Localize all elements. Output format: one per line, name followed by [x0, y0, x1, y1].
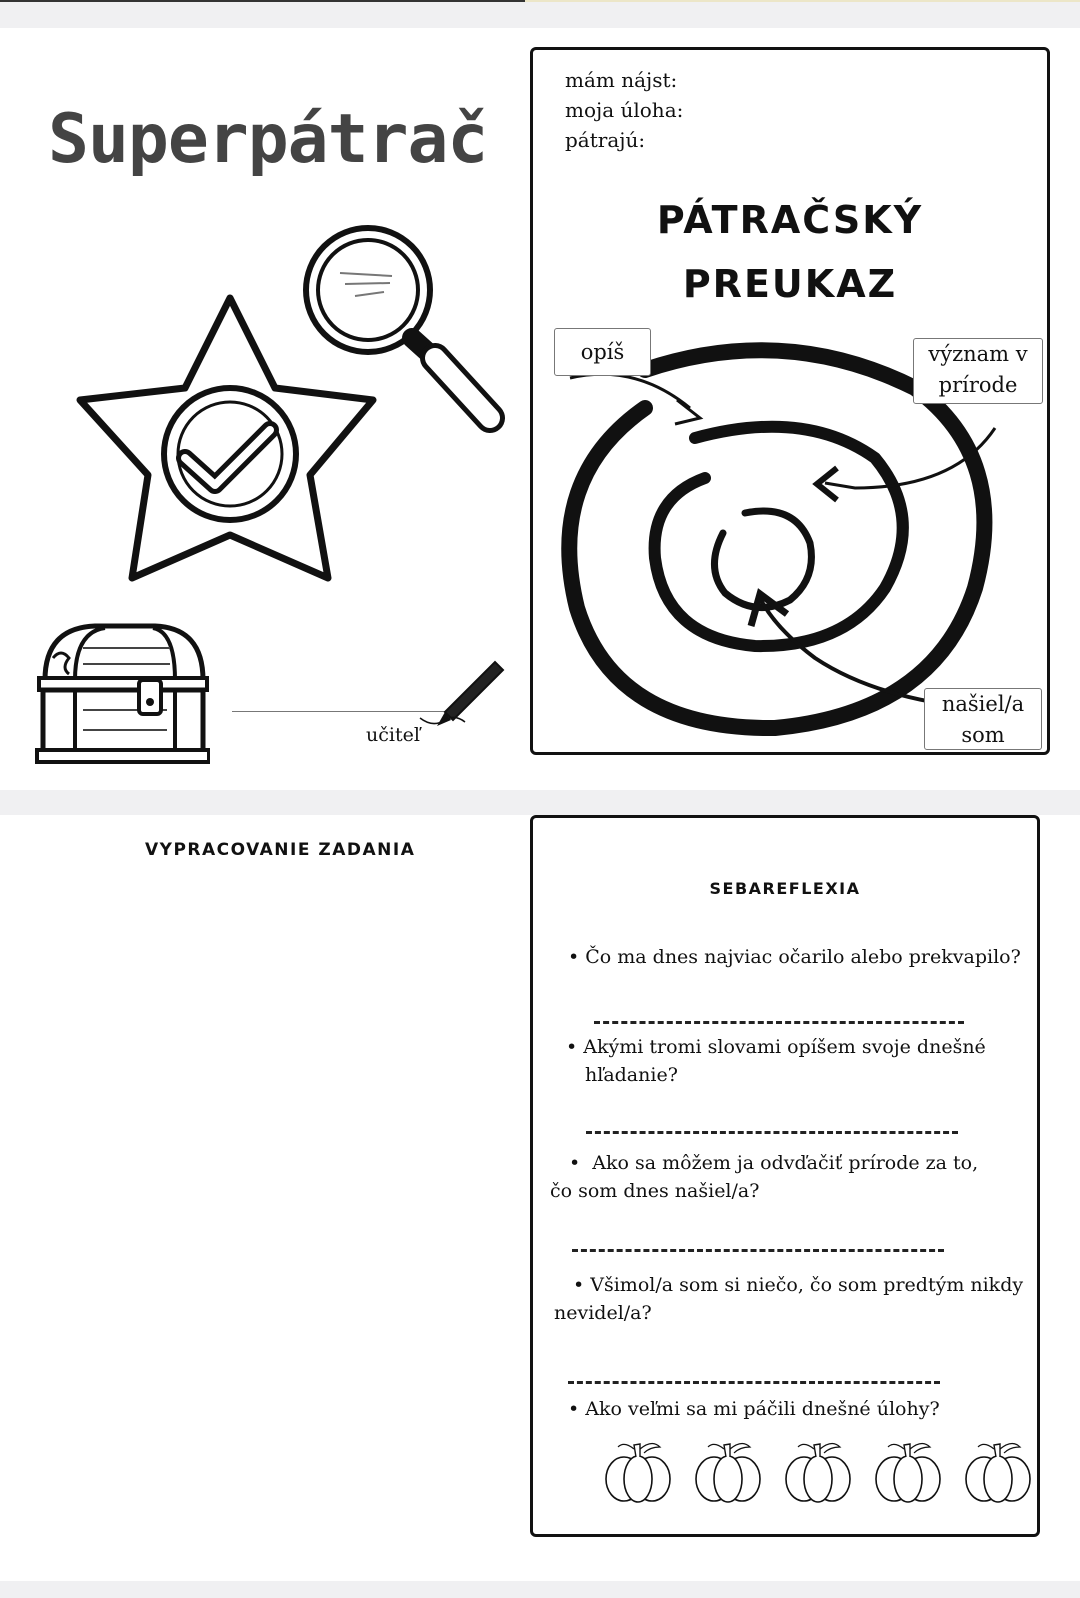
question-1-text: Čo ma dnes najviac očarilo alebo prekvapilo? — [585, 946, 1021, 968]
question-4-text-line2: nevidel/a? — [554, 1302, 652, 1324]
pumpkin-icon[interactable] — [870, 1439, 946, 1505]
field-to-find: mám nájst: — [565, 68, 678, 92]
card-heading-line2: PREUKAZ — [682, 262, 898, 306]
label-meaning-line2: prírode — [938, 373, 1018, 397]
card-heading-line1: PÁTRAČSKÝ — [656, 198, 924, 242]
label-found-line2: som — [961, 723, 1005, 747]
field-searching: pátrajú: — [565, 128, 646, 152]
pumpkin-icon[interactable] — [960, 1439, 1036, 1505]
answer-line-1[interactable] — [594, 1021, 964, 1024]
question-3-text-line1: Ako sa môžem ja odvďačiť prírode za to, — [592, 1152, 979, 1174]
pumpkin-icon[interactable] — [780, 1439, 856, 1505]
label-meaning — [913, 338, 1043, 404]
question-5-text: Ako veľmi sa mi páčili dnešné úlohy? — [585, 1398, 940, 1420]
pumpkin-icon[interactable] — [690, 1439, 766, 1505]
magnifier-icon — [300, 218, 510, 438]
page-1 — [0, 28, 1080, 790]
answer-line-3[interactable] — [572, 1249, 944, 1252]
pen-icon — [415, 650, 510, 730]
pumpkin-icon[interactable] — [600, 1439, 676, 1505]
label-found-line1: našiel/a — [941, 692, 1025, 716]
label-found — [924, 688, 1042, 750]
question-2: • Akými tromi slovami opíšem svoje dnešné hľadanie? — [566, 1033, 986, 1089]
question-3-text-line2: čo som dnes našiel/a? — [550, 1180, 760, 1202]
treasure-chest-icon — [35, 618, 210, 768]
question-3: • Ako sa môžem ja odvďačiť prírode za to, čo som dnes našiel/a? — [550, 1149, 978, 1205]
question-1: • Čo ma dnes najviac očarilo alebo prekvapilo? — [568, 946, 1021, 968]
reflection-heading: SEBAREFLEXIA — [709, 879, 861, 898]
teacher-label: učiteľ — [366, 724, 420, 746]
label-describe: opíš — [554, 328, 651, 376]
pumpkin-rating — [600, 1439, 1040, 1507]
question-4: • Všimol/a som si niečo, čo som predtým nikdy nevidel/a? — [554, 1271, 1023, 1327]
answer-line-4[interactable] — [568, 1381, 940, 1384]
page-2 — [0, 815, 1080, 1581]
question-4-text-line1: Všimol/a som si niečo, čo som predtým nikdy — [590, 1274, 1024, 1296]
answer-line-2[interactable] — [586, 1131, 958, 1134]
page-title: Superpátrač — [48, 100, 488, 179]
field-my-task: moja úloha: — [565, 98, 684, 122]
question-5: • Ako veľmi sa mi páčili dnešné úlohy? — [568, 1398, 940, 1420]
top-progress-bar — [0, 0, 1080, 2]
assignment-heading: VYPRACOVANIE ZADANIA — [145, 840, 416, 860]
question-2-text-line2: hľadanie? — [585, 1064, 678, 1086]
question-2-text-line1: Akými tromi slovami opíšem svoje dnešné — [583, 1036, 986, 1058]
label-meaning-line1: význam v — [928, 342, 1028, 366]
